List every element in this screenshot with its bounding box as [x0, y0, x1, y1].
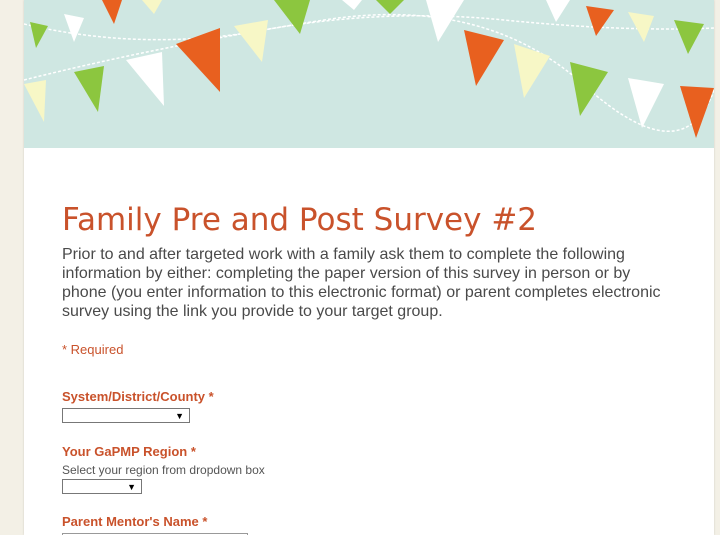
form-card	[24, 0, 714, 535]
required-note: * Required	[62, 342, 124, 357]
form-description: Prior to and after targeted work with a family ask them to complete the following information by either: completing the paper version of this survey in person or by phone (you enter information to this electronic format) or parent completes electronic survey using the link you provide to your target group.	[62, 246, 661, 320]
bunting-banner-image	[24, 0, 714, 148]
system-district-county-select[interactable]	[62, 408, 190, 423]
question-label: System/District/County *	[62, 389, 214, 404]
question-system-district-county	[62, 389, 214, 423]
dropdown-arrow-icon: ▼	[175, 411, 184, 421]
form-header	[62, 200, 682, 357]
dropdown-arrow-icon: ▼	[127, 482, 136, 492]
form-title: Family Pre and Post Survey #2	[62, 202, 538, 238]
question-help-text: Select your region from dropdown box	[62, 463, 265, 477]
gapmp-region-select[interactable]	[62, 479, 142, 494]
question-parent-mentor-name	[62, 514, 248, 535]
bunting-banner	[24, 0, 714, 148]
question-gapmp-region	[62, 444, 265, 494]
question-label: Your GaPMP Region *	[62, 444, 196, 459]
question-label: Parent Mentor's Name *	[62, 514, 208, 529]
